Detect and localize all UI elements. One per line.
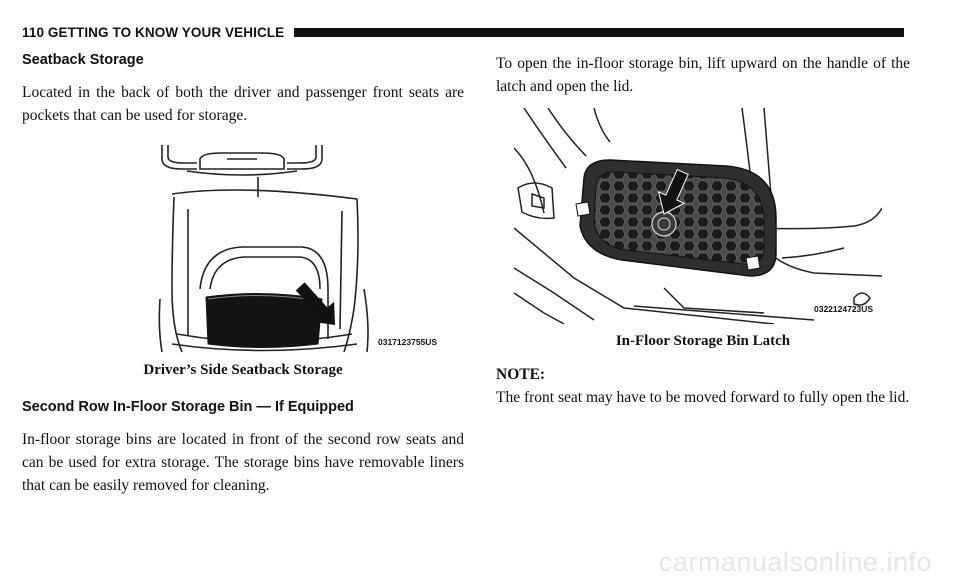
left-column <box>22 52 464 497</box>
figure2-code: 0322124723US <box>814 304 874 314</box>
para-seatback-storage: Located in the back of both the driver and passenger front seats are pockets that can be used for storage. <box>22 84 464 124</box>
figure-seatback-storage <box>22 139 464 358</box>
note-text: The front seat may have to be moved forward to fully open the lid. <box>496 389 910 406</box>
watermark-text: carmanualsonline.info <box>658 547 932 577</box>
para-open-bin: To open the in-floor storage bin, lift upward on the handle of the latch and open the lid. <box>496 55 910 95</box>
figure1-caption: Driver’s Side Seatback Storage <box>143 362 343 378</box>
storage-bin-latch-illustration <box>514 108 882 324</box>
figure-storage-bin-latch <box>514 108 910 329</box>
right-column <box>496 52 910 409</box>
header-rule <box>294 28 904 37</box>
seatback-storage-illustration <box>22 139 464 353</box>
page-header <box>22 22 904 42</box>
para-in-floor-storage: In-floor storage bins are located in front of the second row seats and can be used for extra storage. The storage bins have removable liners that can be easily removed for cleaning. <box>22 431 464 494</box>
figure1-code: 0317123755US <box>378 337 438 347</box>
note-label: NOTE: <box>496 366 546 383</box>
page-header-text: 110 GETTING TO KNOW YOUR VEHICLE <box>22 24 285 40</box>
heading-in-floor-storage: Second Row In-Floor Storage Bin — If Equipped <box>22 399 354 415</box>
heading-seatback-storage: Seatback Storage <box>22 52 144 68</box>
figure2-caption: In-Floor Storage Bin Latch <box>615 333 791 349</box>
